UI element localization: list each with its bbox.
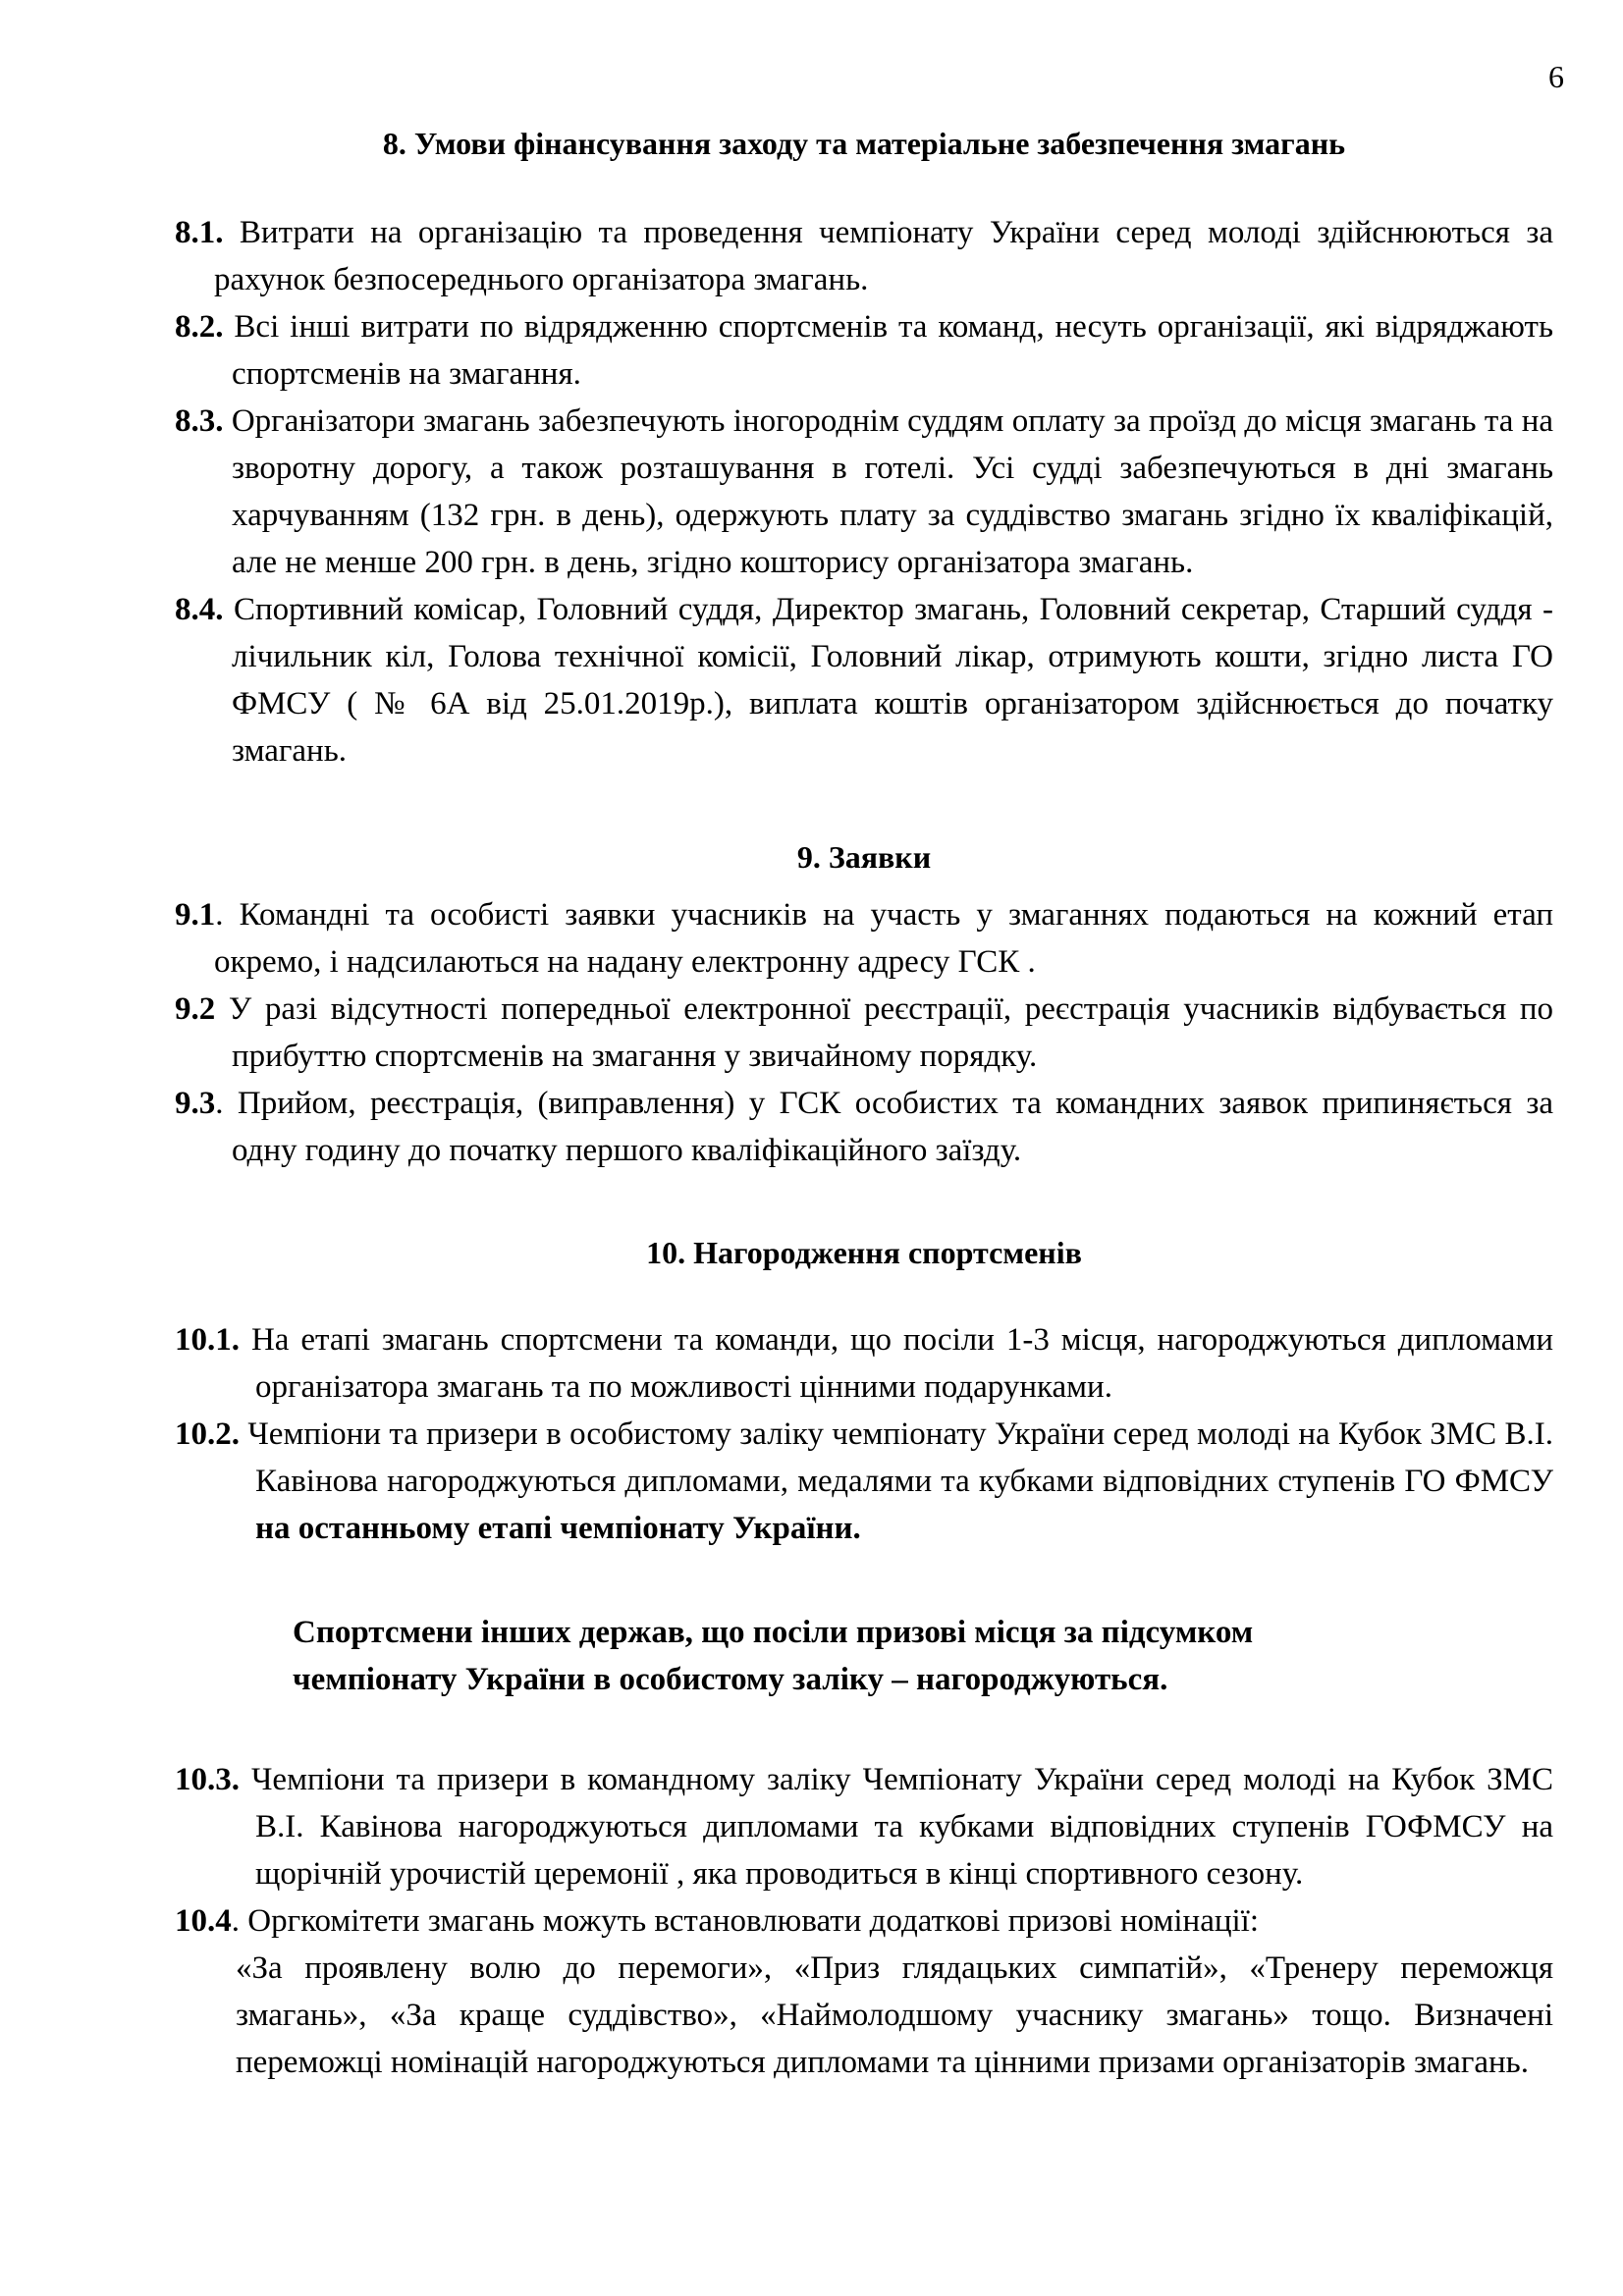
clause-9-3 — [175, 1080, 1553, 1174]
clause-8-1 — [175, 209, 1553, 303]
clause-number-separator: . — [215, 897, 224, 933]
clause-text: На етапі змагань спортсмени та команди, що посіли 1-3 місця, нагороджуються дипломами організатора змагань та по можливості цінними подарунками. — [250, 1322, 1553, 1405]
clause-text: Всі інші витрати по відрядженню спортсменів та команд, несуть організації, які відряджають спортсменів на змагання. — [232, 309, 1553, 392]
clause-number: 8.3. — [175, 403, 224, 439]
clause-text: Організатори змагань забезпечують іногороднім суддям оплату за проїзд до місця змагань та на зворотну дорогу, а також розташування в готелі. Усі судді забезпечуються в дні змагань харчуванням (132 грн. в день), одержують плату за суддівство змагань згідно їх кваліфікацій, але не менше 200 грн. в день, згідно кошторису організатора змагань. — [231, 403, 1553, 580]
clause-text: Витрати на організацію та проведення чемпіонату України серед молоді здійснюються за рахунок безпосереднього організатора змагань. — [214, 215, 1553, 297]
clause-10-2 — [175, 1411, 1553, 1552]
notice-line: Спортсмени інших держав, що посіли призові місця за підсумком — [293, 1615, 1254, 1650]
clause-text: Чемпіони та призери в особистому заліку чемпіонату України серед молоді на Кубок ЗМС В.І. Кавінова нагороджуються дипломами, медалями та кубками відповідних ступенів ГО ФМСУ — [247, 1416, 1553, 1499]
section-9-title: 9. Заявки — [796, 839, 932, 875]
document-body — [175, 126, 1553, 2086]
clause-number-separator: . — [215, 1086, 224, 1121]
clause-9-1 — [175, 891, 1553, 986]
clause-8-3 — [175, 398, 1553, 586]
clause-10-1 — [175, 1316, 1553, 1411]
clause-number: 10.1. — [175, 1322, 240, 1358]
notice-line: чемпіонату України в особистому заліку – нагороджуються. — [293, 1662, 1168, 1697]
clause-9-2 — [175, 986, 1553, 1080]
clause-text: Прийом, реєстрація, (виправлення) у ГСК особистих та командних заявок припиняється за одну годину до початку першого кваліфікаційного заїзду. — [232, 1086, 1554, 1168]
clause-number: 8.1. — [175, 215, 224, 250]
clause-text: Командні та особисті заявки учасників на участь у змаганнях подаються на кожний етап окремо, і надсилаються на надану електронну адресу ГСК . — [214, 897, 1554, 980]
clause-number: 10.4 — [175, 1903, 232, 1939]
clause-number: 8.2. — [175, 309, 224, 345]
foreign-athletes-notice — [293, 1609, 1373, 1703]
clause-text: Чемпіони та призери в командному заліку Чемпіонату України серед молоді на Кубок ЗМС В.І. Кавінова нагороджуються дипломами та кубками відповідних ступенів ГОФМСУ на щорічній урочистій церемонії , яка проводиться в кінці спортивного сезону. — [250, 1762, 1553, 1892]
clause-number: 9.1 — [175, 897, 216, 933]
clause-number: 8.4. — [175, 592, 224, 627]
page-number: 6 — [1548, 59, 1564, 94]
section-10-title: 10. Нагородження спортсменів — [646, 1235, 1082, 1270]
clause-number: 9.2 — [175, 991, 216, 1027]
clause-number: 10.2. — [175, 1416, 240, 1452]
clause-10-3 — [175, 1756, 1553, 1897]
clause-text: Спортивний комісар, Головний суддя, Директор змагань, Головний секретар, Старший суддя - лічильник кіл, Голова технічної комісії, Головний лікар, отримують кошти, згідно листа ГО ФМСУ ( № 6А від 25.01.2019р.), виплата коштів організатором здійснюється до початку змагань. — [232, 592, 1554, 769]
clause-8-2 — [175, 303, 1553, 398]
clause-number-separator: . — [231, 1903, 240, 1939]
nominations-list: «За проявлену волю до перемоги», «Приз глядацьких симпатій», «Тренеру переможця змагань», «За краще суддівство», «Наймолодшому учаснику змагань» тощо. Визначені переможці номінацій нагороджуються дипломами та цінними призами організаторів змагань. — [236, 1950, 1553, 2080]
clause-text: Оргкомітети змагань можуть встановлювати додаткові призові номінації: — [247, 1903, 1260, 1939]
clause-10-4 — [175, 1897, 1553, 1945]
clause-bold-text: на останньому етапі чемпіонату України. — [255, 1511, 861, 1546]
clause-8-4 — [175, 586, 1553, 774]
clause-number: 9.3 — [175, 1086, 216, 1121]
clause-number: 10.3. — [175, 1762, 240, 1797]
section-8-title: 8. Умови фінансування заходу та матеріальне забезпечення змагань — [382, 126, 1346, 161]
clause-text: У разі відсутності попередньої електронної реєстрації, реєстрація учасників відбувається по прибуттю спортсменів на змагання у звичайному порядку. — [228, 991, 1553, 1074]
